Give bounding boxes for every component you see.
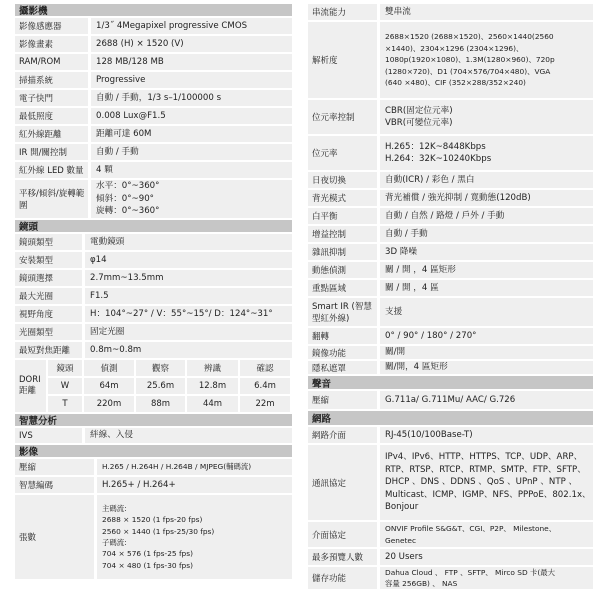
spec-row: [308, 208, 593, 226]
spec-value: [380, 391, 593, 409]
dori-cell: W: [48, 378, 84, 396]
spec-label: 影像畫素: [15, 36, 91, 52]
spec-value: [85, 342, 292, 358]
spec-label: IR 開/關控制: [15, 144, 91, 160]
spec-value-line: H：104°~27° / V：55°~15°/ D：124°~31°: [90, 308, 273, 319]
spec-row: [15, 342, 292, 360]
spec-value-line: 水平：0°~360°: [96, 181, 160, 192]
spec-value: [91, 90, 292, 106]
spec-label: 雜訊抑制: [308, 244, 380, 260]
spec-value-line: Bonjour: [385, 502, 419, 513]
spec-row: [15, 459, 292, 477]
spec-value: [91, 18, 292, 34]
spec-value-line: VBR(可變位元率): [385, 118, 453, 128]
spec-row: [308, 280, 593, 298]
spec-label: 位元率控制: [308, 100, 380, 134]
spec-value: [91, 162, 292, 178]
spec-row: [15, 324, 292, 342]
spec-value: [91, 144, 292, 160]
spec-row: [15, 270, 292, 288]
spec-value: [91, 180, 292, 218]
spec-value: [97, 495, 292, 579]
dori-cell: 64m: [84, 378, 136, 396]
spec-value-line: H.264：32K~10240Kbps: [385, 154, 492, 164]
spec-label: 光圈類型: [15, 324, 85, 340]
spec-value-line: 2688 × 1520 (1 fps-20 fps): [102, 515, 203, 525]
spec-label: Smart IR (智慧型紅外線): [308, 298, 380, 326]
spec-value-line: 4 顆: [96, 164, 113, 175]
dori-cell: 12.8m: [187, 378, 240, 396]
spec-row: [308, 4, 593, 22]
spec-value-line: 關 / 開 ，4 區矩形: [385, 264, 456, 275]
spec-row: [15, 495, 292, 581]
dori-cell: 88m: [136, 396, 187, 414]
spec-value: [380, 190, 593, 206]
spec-value: [85, 428, 292, 443]
spec-value-line: 背光補償 / 強光抑制 / 寬動態(120dB): [385, 192, 531, 203]
spec-value-line: G.711a/ G.711Mu/ AAC/ G.726: [385, 394, 516, 405]
spec-label: 紅外線 LED 數量: [15, 162, 91, 178]
spec-value-line: H.265 / H.264H / H.264B / MJPEG(輔碼流): [102, 462, 252, 472]
spec-value-line: 自動 / 手動，1/3 s–1/100000 s: [96, 92, 222, 103]
spec-row: [15, 72, 292, 90]
dori-header-cell: 觀察: [136, 360, 187, 378]
spec-label: 鏡頭類型: [15, 234, 85, 250]
spec-row: [308, 346, 593, 361]
section-header: 聲音: [308, 376, 593, 391]
spec-value: [97, 459, 292, 475]
spec-value-line: RJ-45(10/100Base-T): [385, 429, 473, 440]
spec-row: [308, 328, 593, 346]
spec-value-line: 自動(ICR) / 彩色 / 黑白: [385, 174, 475, 185]
spec-label: 最低照度: [15, 108, 91, 124]
spec-label: 電子快門: [15, 90, 91, 106]
spec-row: [15, 126, 292, 144]
spec-row: [308, 427, 593, 445]
dori-cell: 220m: [84, 396, 136, 414]
spec-value: [85, 270, 292, 286]
spec-row: [308, 100, 593, 136]
spec-value-line: ×1440)、2304×1296 (2304×1296)、: [385, 43, 524, 53]
spec-value-line: ONVIF Profile S&G&T、CGI、P2P、 Milestone、: [385, 524, 557, 534]
spec-value-line: 關 / 開 ，4 區: [385, 282, 439, 293]
spec-value-line: H.265：12K~8448Kbps: [385, 141, 486, 152]
spec-value: [380, 328, 593, 344]
dori-cell: 6.4m: [240, 378, 292, 396]
spec-value: [380, 226, 593, 242]
spec-value: [380, 22, 593, 98]
spec-value-line: CBR(固定位元率): [385, 105, 453, 116]
spec-value-line: 子碼流:: [102, 538, 127, 547]
spec-label: 平移/傾斜/旋轉範圍: [15, 180, 91, 218]
spec-row: [15, 108, 292, 126]
spec-label: 紅外線距離: [15, 126, 91, 142]
dori-cell: 44m: [187, 396, 240, 414]
spec-label: 串流能力: [308, 4, 380, 20]
dori-label: DORI 距離: [15, 360, 48, 414]
spec-value: [85, 306, 292, 322]
spec-value-line: RTP、RTSP、RTCP、RTMP、SMTP、FTP、SFTP、: [385, 464, 586, 475]
spec-value-line: 3D 降噪: [385, 246, 418, 257]
spec-row: [15, 54, 292, 72]
spec-row: [308, 22, 593, 100]
spec-value: [380, 361, 593, 374]
spec-value-line: Genetec: [385, 535, 417, 545]
spec-value-line: 自動 / 手動: [96, 146, 139, 157]
spec-label: 視野角度: [15, 306, 85, 322]
spec-value-line: H.265+ / H.264+: [102, 479, 176, 490]
dori-cell: T: [48, 396, 84, 414]
spec-value-line: 2688 (H) × 1520 (V): [96, 38, 184, 49]
spec-row: [308, 190, 593, 208]
spec-label: 壓縮: [15, 459, 97, 475]
spec-value-line: Dahua Cloud 、 FTP 、SFTP、 Mirco SD 卡(最大: [385, 567, 556, 577]
spec-label: 智慧編碼: [15, 477, 97, 493]
spec-value: [380, 445, 593, 520]
spec-label: 網路介面: [308, 427, 380, 443]
spec-value-line: Multicast、ICMP、IGMP、NFS、PPPoE、802.1x、: [385, 489, 591, 500]
spec-value: [85, 252, 292, 268]
spec-label: 隱私遮罩: [308, 361, 380, 374]
spec-row: [308, 226, 593, 244]
spec-value-line: 支援: [385, 306, 403, 317]
spec-value-line: 關/開: [385, 347, 406, 358]
spec-label: 張數: [15, 495, 97, 579]
dori-header-cell: 辨識: [187, 360, 240, 378]
spec-label: 鏡頭選擇: [15, 270, 85, 286]
spec-row: [308, 522, 593, 549]
spec-value: [97, 477, 292, 493]
spec-value: [85, 234, 292, 250]
spec-value-line: 2560 × 1440 (1 fps-25/30 fps): [102, 526, 215, 536]
spec-row: [15, 180, 292, 220]
spec-value-line: 電動鏡頭: [90, 236, 125, 247]
section-header: 網路: [308, 411, 593, 427]
spec-row: [15, 162, 292, 180]
spec-row: [308, 445, 593, 522]
spec-value: [91, 126, 292, 142]
spec-value: [91, 54, 292, 70]
spec-label: 最大光圈: [15, 288, 85, 304]
spec-value: [380, 136, 593, 170]
spec-label: 解析度: [308, 22, 380, 98]
spec-label: 重點區域: [308, 280, 380, 296]
spec-value: [85, 324, 292, 340]
spec-label: 壓縮: [308, 391, 380, 409]
spec-label: 掃描系統: [15, 72, 91, 88]
spec-label: RAM/ROM: [15, 54, 91, 70]
dori-header-cell: 鏡頭: [48, 360, 84, 378]
spec-column-left: [15, 4, 292, 581]
spec-row: [308, 172, 593, 190]
spec-label: 白平衡: [308, 208, 380, 224]
spec-value-line: 20 Users: [385, 551, 423, 562]
spec-value-line: IPv4、IPv6、HTTP、HTTPS、TCP、UDP、ARP、: [385, 452, 583, 463]
spec-row: [308, 298, 593, 328]
spec-row: [308, 262, 593, 280]
dori-cell: 25.6m: [136, 378, 187, 396]
spec-label: 最多預覽人數: [308, 549, 380, 565]
spec-row: [308, 136, 593, 172]
spec-row: [308, 244, 593, 262]
spec-label: 翻轉: [308, 328, 380, 344]
spec-value-line: 1080p(1920×1080)、1.3M(1280×960)、720p: [385, 55, 555, 65]
dori-cell: 22m: [240, 396, 292, 414]
spec-row: [308, 391, 593, 411]
spec-value-line: Progressive: [96, 74, 146, 85]
spec-row: [15, 306, 292, 324]
spec-value-line: 容量 256GB) 、 NAS: [385, 579, 458, 588]
spec-value-line: 自動 / 自然 / 路燈 / 戶外 / 手動: [385, 210, 505, 221]
spec-value-line: 雙串流: [385, 6, 411, 17]
spec-value: [85, 288, 292, 304]
spec-value-line: (640 ×480)、CIF (352×288/352×240): [385, 78, 526, 88]
section-header: 影像: [15, 445, 292, 459]
spec-value-line: φ14: [90, 254, 107, 265]
spec-row: [308, 361, 593, 376]
spec-value: [380, 262, 593, 278]
spec-row: [15, 477, 292, 495]
spec-row: [308, 549, 593, 567]
spec-label: 最短對焦距離: [15, 342, 85, 358]
spec-value: [380, 427, 593, 443]
spec-value: [380, 298, 593, 326]
spec-value: [380, 567, 593, 589]
spec-value-line: 1/3˝ 4Megapixel progressive CMOS: [96, 20, 248, 31]
spec-value-line: F1.5: [90, 290, 109, 301]
spec-value-line: 2.7mm~13.5mm: [90, 272, 164, 283]
spec-value: [380, 4, 593, 20]
spec-label: 介面協定: [308, 522, 380, 547]
spec-row: [15, 252, 292, 270]
spec-value-line: 128 MB/128 MB: [96, 56, 164, 67]
spec-value: [91, 108, 292, 124]
spec-row: [15, 90, 292, 108]
spec-row: [15, 144, 292, 162]
spec-label: 影像感應器: [15, 18, 91, 34]
spec-value-line: 關/開，4 區矩形: [385, 362, 448, 373]
spec-row: [308, 567, 593, 591]
spec-label: 背光模式: [308, 190, 380, 206]
spec-value-line: 傾斜：0°~90°: [96, 193, 154, 204]
spec-row: [15, 36, 292, 54]
spec-label: IVS: [15, 428, 85, 443]
spec-label: 通訊協定: [308, 445, 380, 520]
spec-label: 日夜切換: [308, 172, 380, 188]
spec-value-line: 絆線、入侵: [90, 430, 133, 441]
spec-label: 增益控制: [308, 226, 380, 242]
spec-label: 動態偵測: [308, 262, 380, 278]
spec-value: [380, 208, 593, 224]
spec-value-line: (1280×720)、D1 (704×576/704×480)、VGA: [385, 66, 551, 76]
spec-value-line: 距離可達 60M: [96, 128, 152, 139]
spec-label: 儲存功能: [308, 567, 380, 589]
spec-row: [15, 428, 292, 445]
spec-column-right: [308, 4, 593, 591]
spec-value-line: 2688×1520 (2688×1520)、2560×1440(2560: [385, 32, 554, 42]
spec-value: [380, 280, 593, 296]
spec-label: 鏡像功能: [308, 346, 380, 359]
dori-header-cell: 確認: [240, 360, 292, 378]
spec-value-line: 0.8m~0.8m: [90, 344, 142, 355]
spec-value: [380, 100, 593, 134]
section-header: 攝影機: [15, 4, 292, 18]
spec-value: [91, 72, 292, 88]
spec-row: [15, 234, 292, 252]
spec-value-line: 0° / 90° / 180° / 270°: [385, 330, 477, 341]
spec-row: [15, 18, 292, 36]
spec-value-line: 旋轉：0°~360°: [96, 206, 160, 217]
spec-value-line: 704 × 480 (1 fps-30 fps): [102, 560, 193, 570]
spec-value-line: DHCP 、DNS 、DDNS 、QoS 、UPnP 、NTP 、: [385, 477, 578, 488]
dori-table: [15, 360, 292, 414]
spec-value-line: 0.008 Lux@F1.5: [96, 110, 166, 121]
spec-value-line: 704 × 576 (1 fps-25 fps): [102, 549, 193, 559]
spec-row: [15, 288, 292, 306]
spec-value-line: 自動 / 手動: [385, 228, 428, 239]
spec-value-line: 固定光圈: [90, 326, 125, 337]
section-header: 智慧分析: [15, 414, 292, 428]
spec-value: [380, 549, 593, 565]
spec-value: [380, 522, 593, 547]
spec-label: 安裝類型: [15, 252, 85, 268]
section-header: 鏡頭: [15, 220, 292, 234]
dori-header-cell: 偵測: [84, 360, 136, 378]
spec-value: [380, 172, 593, 188]
spec-value: [380, 244, 593, 260]
spec-value: [380, 346, 593, 359]
spec-label: 位元率: [308, 136, 380, 170]
spec-value-line: 主碼流:: [102, 503, 127, 513]
spec-value: [91, 36, 292, 52]
